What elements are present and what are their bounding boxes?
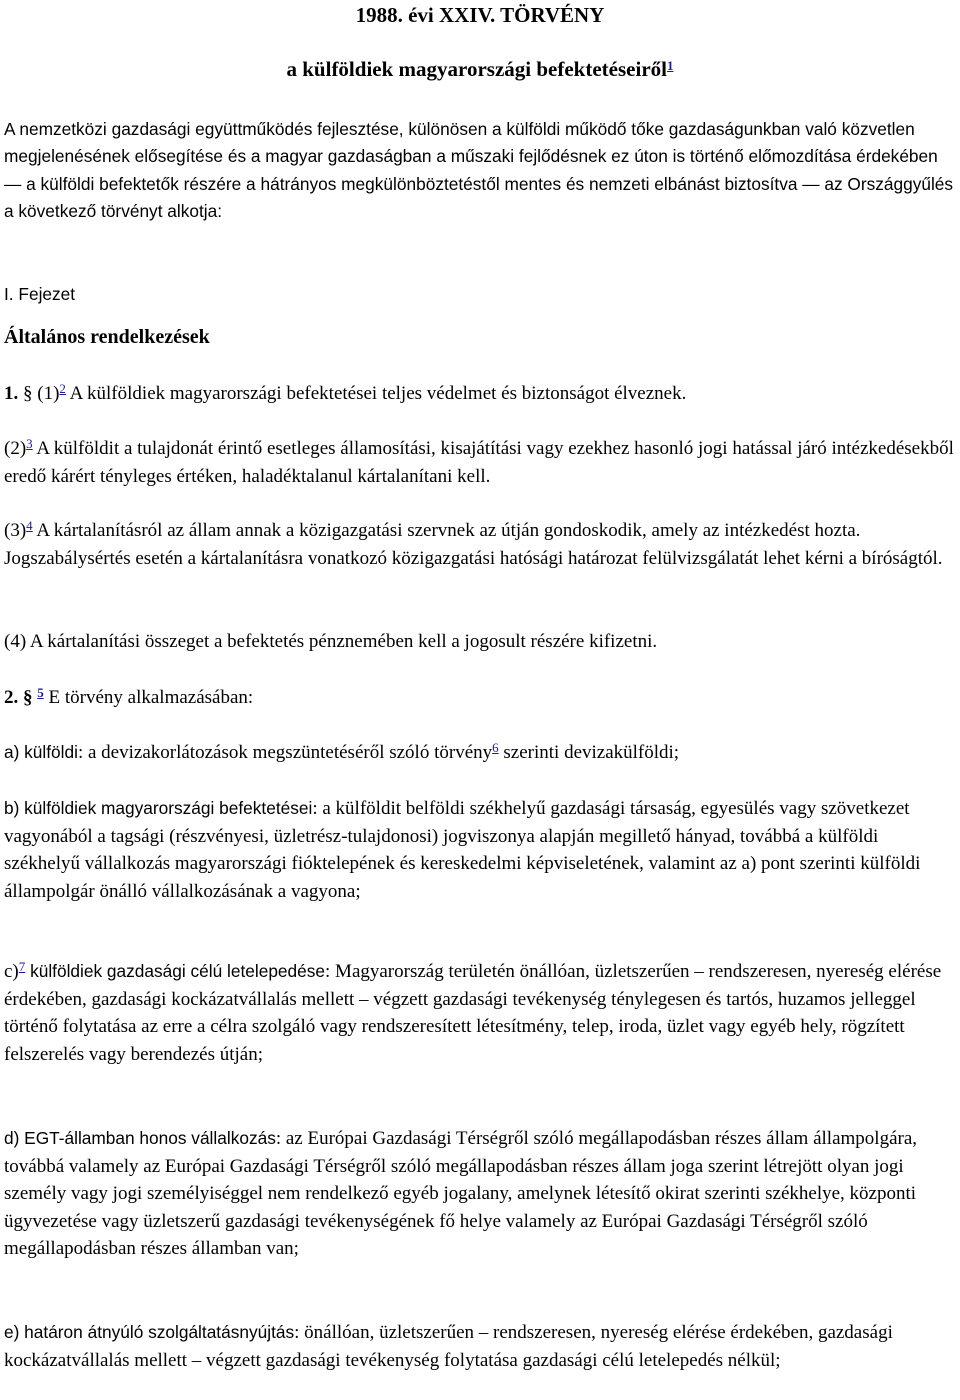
- section-sign: §: [23, 687, 33, 708]
- para-text: E törvény alkalmazásában:: [43, 687, 254, 708]
- para-text: A külföldit a tulajdonát érintő esetleges államosítási, kisajátítási vagy ezekhez hasonló jogi hatással járó intézkedésekből eredő kárért tényleges értéken, haladéktalanul kártalanítani kell.: [4, 438, 954, 487]
- section-1-para-4: (4) A kártalanítási összeget a befektetés pénznemében kell a jogosult részére kifizetni.: [4, 631, 658, 652]
- footnote-link-5[interactable]: 5: [37, 685, 44, 700]
- section-1-para-2: [4, 435, 958, 490]
- definition-a: [4, 739, 958, 767]
- definition-text: : a külföldit belföldi székhelyű gazdasági társaság, egyesülés vagy szövetkezet vagyonából a tagsági (részvényesi, üzletrész-tulajdonosi) jogviszonya alapján megillető hányad, továbbá a külföldi székhelyű vállalkozás magyarországi fióktelepének és kereskedelmi képviseletének, valamint az a) pont szerinti külföldi állampolgár önálló vállalkozásának a vagyona;: [4, 798, 921, 902]
- definition-text: : a devizakorlátozások megszüntetéséről szóló törvény: [77, 742, 493, 763]
- definition-text: : önállóan, üzletszerűen – rendszeresen, nyereség elérése érdekében, gazdasági kockázatvállalás mellett – végzett gazdasági tevékenység folytatása gazdasági célú letelepedés nélkül;: [4, 1322, 893, 1371]
- section-sign: §: [23, 383, 33, 404]
- footnote-link-1[interactable]: 1: [666, 58, 674, 73]
- footnote-link-3[interactable]: 3: [26, 436, 33, 451]
- para-label: (2): [4, 438, 27, 459]
- definition-label: c): [4, 961, 19, 982]
- section-2-intro: [4, 684, 958, 712]
- preamble: A nemzetközi gazdasági együttműködés fejlesztése, különösen a külföldi működő tőke gazdaságunkban való közvetlen megjelenésének elősegítése és a magyar gazdaságban a műszaki fejlődésnek ez úton is történő előmozdítása érdekében — a külföldi befektetők részére a hátrányos megkülönböztetéstől mentes és nemzeti elbánást biztosítva — az Országgyűlés a következő törvényt alkotja:: [4, 119, 954, 221]
- definition-term: d) EGT-államban honos vállalkozás: [4, 1128, 276, 1148]
- section-1-para-3: [4, 517, 958, 572]
- para-label: (1): [37, 383, 60, 404]
- para-label: (3): [4, 520, 27, 541]
- footnote-link-7[interactable]: 7: [18, 959, 26, 974]
- law-title: 1988. évi XXIV. TÖRVÉNY: [355, 3, 605, 27]
- definition-term: a) külföldi: [4, 742, 78, 762]
- law-subtitle-text: a külföldiek magyarországi befektetéseiről: [286, 57, 667, 81]
- law-subtitle: [0, 56, 960, 82]
- definition-e: [4, 1319, 958, 1374]
- footnote-link-2[interactable]: 2: [59, 381, 66, 396]
- section-1-para-1: [4, 380, 958, 408]
- definition-text: : Magyarország területén önállóan, üzletszerűen – rendszeresen, nyereség elérése érdekében, gazdasági kockázatvállalás mellett – végzett gazdasági tevékenység ténylegesen és tartós, huzamos jelleggel történő folytatása az erre a célra szolgáló vagy rendszeresített létesítmény, telep, iroda, üzlet vagy egyéb hely, rögzített felszerelés vagy berendezés útján;: [4, 961, 942, 1065]
- definition-term: b) külföldiek magyarországi befektetései: [4, 798, 313, 818]
- footnote-link-4[interactable]: 4: [26, 518, 33, 533]
- definition-c: [4, 958, 958, 1068]
- definition-b: [4, 795, 958, 905]
- para-text: A kártalanításról az állam annak a közigazgatási szervnek az útján gondoskodik, amely az intézkedést hozta. Jogszabálysértés esetén a kártalanításra vonatkozó közigazgatási hatósági határozat felülvizsgálatát lehet kérni a bíróságtól.: [4, 520, 943, 569]
- section-2-number: 2.: [4, 687, 19, 708]
- chapter-title: Általános rendelkezések: [4, 326, 210, 348]
- definition-text: szerinti devizakülföldi;: [498, 742, 680, 763]
- definition-term: e) határon átnyúló szolgáltatásnyújtás: [4, 1322, 295, 1342]
- definition-text: : az Európai Gazdasági Térségről szóló megállapodásban részes állam állampolgára, továbbá valamely az Európai Gazdasági Térségről szóló megállapodásban részes állam joga szerint létrejött olyan jogi személy vagy jogi személyiséggel nem rendelkező egyéb jogalany, amelynek létesítő okirat szerinti székhelye, központi ügyvezetése vagy üzletszerű gazdasági tevékenységének fő helye valamely az Európai Gazdasági Térségről szóló megállapodásban részes államban van;: [4, 1128, 918, 1259]
- para-text: A külföldiek magyarországi befektetései teljes védelmet és biztonságot élveznek.: [65, 383, 687, 404]
- chapter-number: I. Fejezet: [4, 284, 76, 304]
- definition-d: [4, 1125, 958, 1263]
- definition-term: külföldiek gazdasági célú letelepedése: [25, 961, 326, 981]
- footnote-link-6[interactable]: 6: [492, 740, 499, 755]
- section-1-number: 1.: [4, 383, 19, 404]
